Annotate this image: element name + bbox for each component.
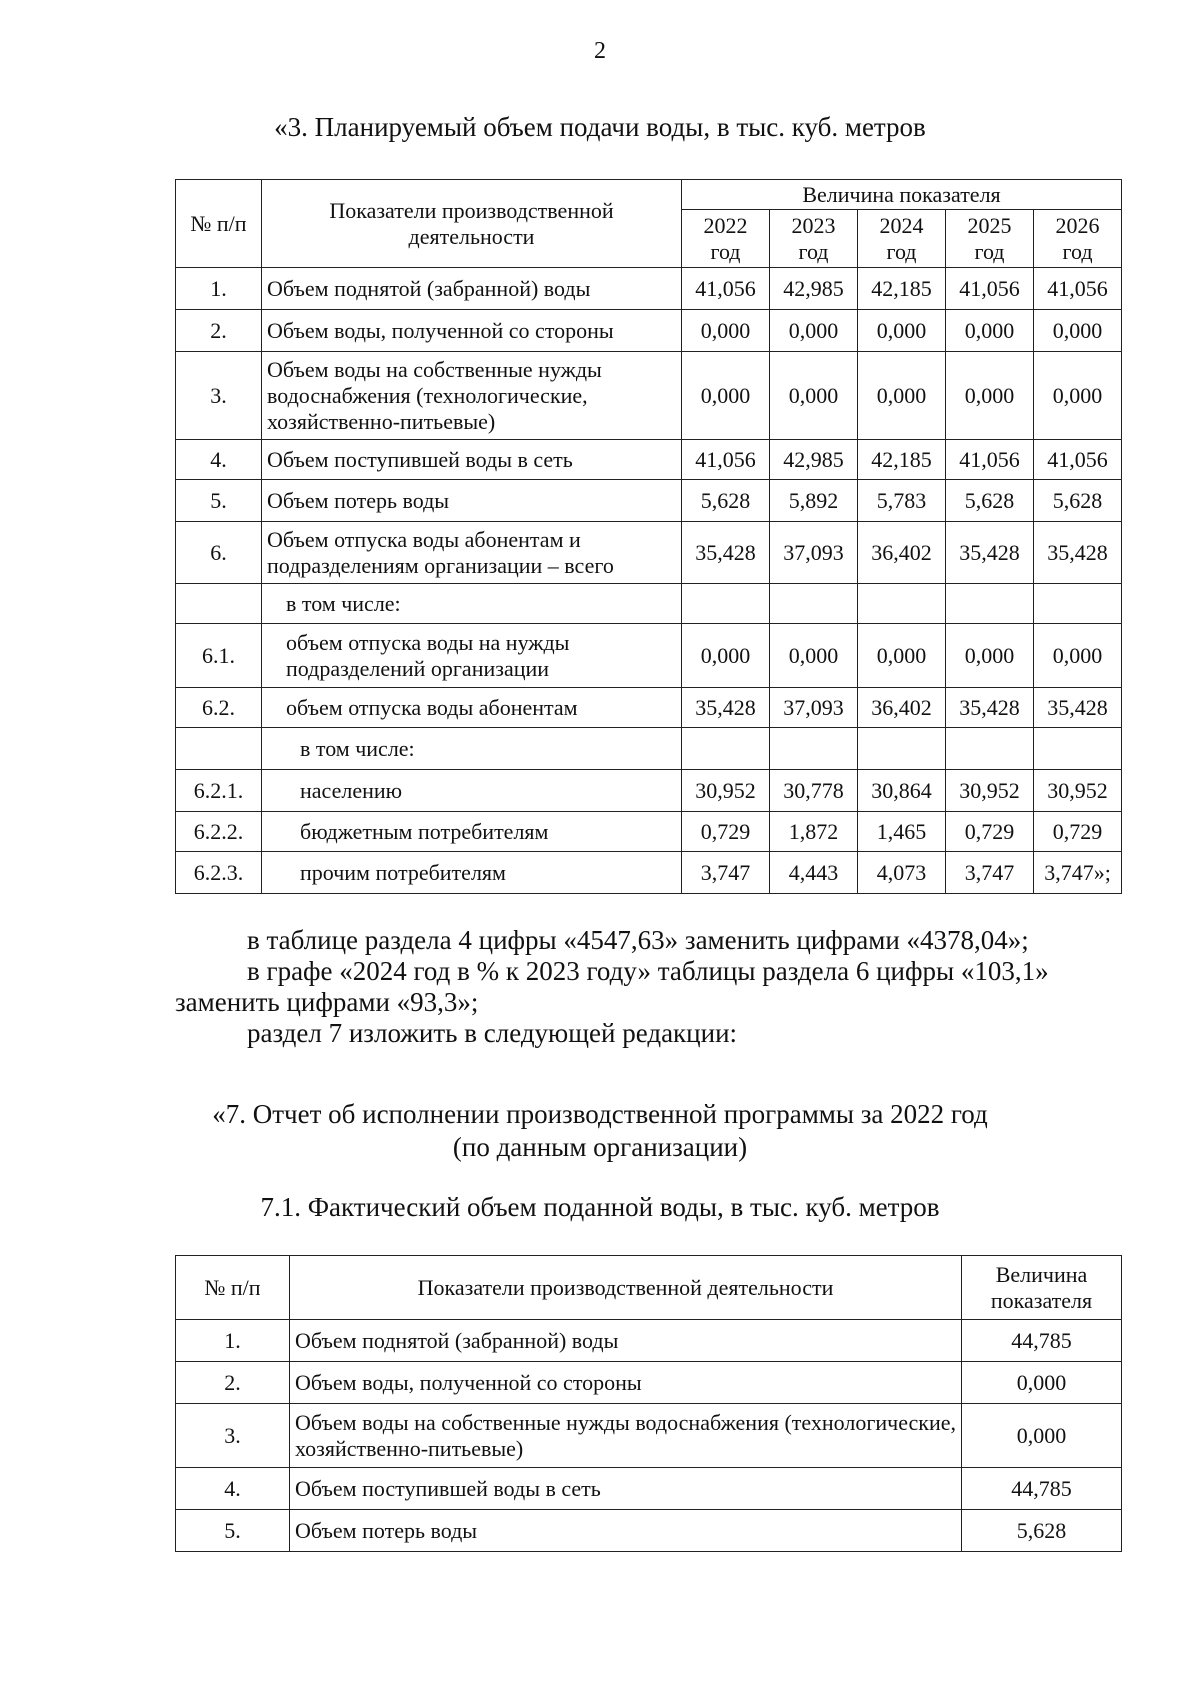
table-row xyxy=(176,310,1122,352)
row-value xyxy=(682,728,770,770)
row-value: 0,000 xyxy=(1034,310,1122,352)
header-num: № п/п xyxy=(176,1256,290,1320)
row-value: 0,000 xyxy=(858,352,946,440)
table-row xyxy=(176,624,1122,688)
row-value: 30,952 xyxy=(1034,770,1122,812)
row-num: 4. xyxy=(176,440,262,480)
row-value: 0,729 xyxy=(946,812,1034,852)
row-value: 0,000 xyxy=(770,624,858,688)
row-value: 30,952 xyxy=(946,770,1034,812)
row-value: 0,000 xyxy=(858,310,946,352)
row-value: 1,872 xyxy=(770,812,858,852)
row-value: 3,747»; xyxy=(1034,852,1122,894)
table-row xyxy=(176,728,1122,770)
row-label: в том числе: xyxy=(262,584,682,624)
row-num: 6.2. xyxy=(176,688,262,728)
row-value: 4,073 xyxy=(858,852,946,894)
table-row xyxy=(176,770,1122,812)
row-value: 3,747 xyxy=(946,852,1034,894)
row-value: 41,056 xyxy=(682,268,770,310)
row-value: 0,000 xyxy=(962,1362,1122,1404)
table-row xyxy=(176,352,1122,440)
row-value xyxy=(1034,728,1122,770)
row-value: 0,729 xyxy=(1034,812,1122,852)
row-value: 44,785 xyxy=(962,1468,1122,1510)
row-label: Объем отпуска воды абонентам и подразделениям организации – всего xyxy=(262,522,682,584)
row-value xyxy=(946,728,1034,770)
row-value: 36,402 xyxy=(858,688,946,728)
section7-heading-line2: (по данным организации) xyxy=(452,1132,748,1162)
row-num: 6.1. xyxy=(176,624,262,688)
header-year: 2023 год xyxy=(770,210,858,268)
table1-title: «3. Планируемый объем подачи воды, в тыс. куб. метров xyxy=(274,112,926,142)
row-num: 3. xyxy=(176,1404,290,1468)
row-value: 30,864 xyxy=(858,770,946,812)
row-num: 1. xyxy=(176,268,262,310)
row-value xyxy=(946,584,1034,624)
row-value: 0,000 xyxy=(770,352,858,440)
row-value: 0,000 xyxy=(946,352,1034,440)
row-label: объем отпуска воды на нужды подразделений организации xyxy=(262,624,682,688)
row-value: 41,056 xyxy=(946,268,1034,310)
row-value: 0,000 xyxy=(1034,624,1122,688)
row-value: 5,783 xyxy=(858,480,946,522)
header-indicators: Показатели производственной деятельности xyxy=(262,180,682,268)
row-value: 42,185 xyxy=(858,440,946,480)
row-value: 1,465 xyxy=(858,812,946,852)
row-value: 41,056 xyxy=(946,440,1034,480)
row-num: 1. xyxy=(176,1320,290,1362)
header-year: 2025 год xyxy=(946,210,1034,268)
row-label: Объем воды на собственные нужды водоснабжения (технологические, хозяйственно-питьевые) xyxy=(290,1404,962,1468)
row-value: 42,185 xyxy=(858,268,946,310)
row-value xyxy=(682,584,770,624)
amendment-paragraphs xyxy=(175,925,1135,1049)
header-num: № п/п xyxy=(176,180,262,268)
section7-heading xyxy=(0,1098,1200,1164)
row-value: 41,056 xyxy=(1034,440,1122,480)
table-row xyxy=(176,1320,1122,1362)
row-value: 42,985 xyxy=(770,268,858,310)
row-value: 35,428 xyxy=(946,522,1034,584)
row-value: 37,093 xyxy=(770,522,858,584)
row-value: 41,056 xyxy=(1034,268,1122,310)
row-num xyxy=(176,728,262,770)
table-row xyxy=(176,480,1122,522)
row-value: 0,729 xyxy=(682,812,770,852)
row-value: 0,000 xyxy=(682,352,770,440)
row-value xyxy=(770,584,858,624)
planned-water-volume-table xyxy=(175,179,1122,894)
row-label: Объем поступившей воды в сеть xyxy=(262,440,682,480)
row-value: 0,000 xyxy=(682,310,770,352)
row-num: 2. xyxy=(176,310,262,352)
table-row xyxy=(176,1362,1122,1404)
table-row xyxy=(176,440,1122,480)
row-value: 0,000 xyxy=(682,624,770,688)
table-row xyxy=(176,1468,1122,1510)
table-row xyxy=(176,1510,1122,1552)
row-value: 35,428 xyxy=(1034,688,1122,728)
row-value: 42,985 xyxy=(770,440,858,480)
row-value: 41,056 xyxy=(682,440,770,480)
row-value xyxy=(858,728,946,770)
row-value: 0,000 xyxy=(946,310,1034,352)
row-value: 30,952 xyxy=(682,770,770,812)
row-label: Объем потерь воды xyxy=(262,480,682,522)
table2-title: 7.1. Фактический объем поданной воды, в тыс. куб. метров xyxy=(260,1192,940,1222)
row-value: 4,443 xyxy=(770,852,858,894)
row-label: Объем воды на собственные нужды водоснабжения (технологические, хозяйственно-питьевые) xyxy=(262,352,682,440)
row-label: объем отпуска воды абонентам xyxy=(262,688,682,728)
row-num: 6. xyxy=(176,522,262,584)
header-year: 2024 год xyxy=(858,210,946,268)
row-value: 0,000 xyxy=(858,624,946,688)
row-label: Объем воды, полученной со стороны xyxy=(262,310,682,352)
table-row xyxy=(176,522,1122,584)
row-value xyxy=(770,728,858,770)
row-num: 6.2.3. xyxy=(176,852,262,894)
row-label: прочим потребителям xyxy=(262,852,682,894)
row-num: 4. xyxy=(176,1468,290,1510)
paragraph: раздел 7 изложить в следующей редакции: xyxy=(247,1018,738,1048)
table-row xyxy=(176,812,1122,852)
row-num: 3. xyxy=(176,352,262,440)
header-year: 2026 год xyxy=(1034,210,1122,268)
row-value: 0,000 xyxy=(946,624,1034,688)
table-row xyxy=(176,1404,1122,1468)
table-row xyxy=(176,268,1122,310)
row-value: 5,628 xyxy=(1034,480,1122,522)
row-value: 3,747 xyxy=(682,852,770,894)
row-value: 5,628 xyxy=(962,1510,1122,1552)
row-value: 0,000 xyxy=(962,1404,1122,1468)
row-value: 0,000 xyxy=(770,310,858,352)
row-label: Объем поднятой (забранной) воды xyxy=(262,268,682,310)
row-label: Объем воды, полученной со стороны xyxy=(290,1362,962,1404)
row-value: 30,778 xyxy=(770,770,858,812)
row-value: 5,628 xyxy=(946,480,1034,522)
row-value: 35,428 xyxy=(682,522,770,584)
paragraph: в графе «2024 год в % к 2023 году» таблицы раздела 6 цифры «103,1» заменить цифрами «93,3»; xyxy=(175,956,1049,1017)
table-row xyxy=(176,852,1122,894)
row-value: 35,428 xyxy=(1034,522,1122,584)
row-label: бюджетным потребителям xyxy=(262,812,682,852)
table-row xyxy=(176,584,1122,624)
row-value: 35,428 xyxy=(946,688,1034,728)
row-label: населению xyxy=(262,770,682,812)
row-num: 5. xyxy=(176,480,262,522)
row-value: 5,892 xyxy=(770,480,858,522)
row-num: 6.2.1. xyxy=(176,770,262,812)
paragraph: в таблице раздела 4 цифры «4547,63» заменить цифрами «4378,04»; xyxy=(247,925,1029,955)
page-number: 2 xyxy=(594,38,606,64)
header-indicators: Показатели производственной деятельности xyxy=(290,1256,962,1320)
row-value: 5,628 xyxy=(682,480,770,522)
header-year: 2022 год xyxy=(682,210,770,268)
table-row xyxy=(176,688,1122,728)
row-label: в том числе: xyxy=(262,728,682,770)
row-label: Объем потерь воды xyxy=(290,1510,962,1552)
row-num: 6.2.2. xyxy=(176,812,262,852)
row-value: 36,402 xyxy=(858,522,946,584)
row-value: 0,000 xyxy=(1034,352,1122,440)
row-num: 5. xyxy=(176,1510,290,1552)
actual-water-volume-table xyxy=(175,1255,1122,1552)
section7-heading-line1: «7. Отчет об исполнении производственной программы за 2022 год xyxy=(212,1099,988,1129)
header-value-group: Величина показателя xyxy=(682,180,1122,210)
row-value xyxy=(1034,584,1122,624)
row-value: 37,093 xyxy=(770,688,858,728)
row-num xyxy=(176,584,262,624)
row-label: Объем поднятой (забранной) воды xyxy=(290,1320,962,1362)
row-num: 2. xyxy=(176,1362,290,1404)
row-label: Объем поступившей воды в сеть xyxy=(290,1468,962,1510)
row-value: 35,428 xyxy=(682,688,770,728)
header-value: Величина показателя xyxy=(962,1256,1122,1320)
row-value xyxy=(858,584,946,624)
row-value: 44,785 xyxy=(962,1320,1122,1362)
